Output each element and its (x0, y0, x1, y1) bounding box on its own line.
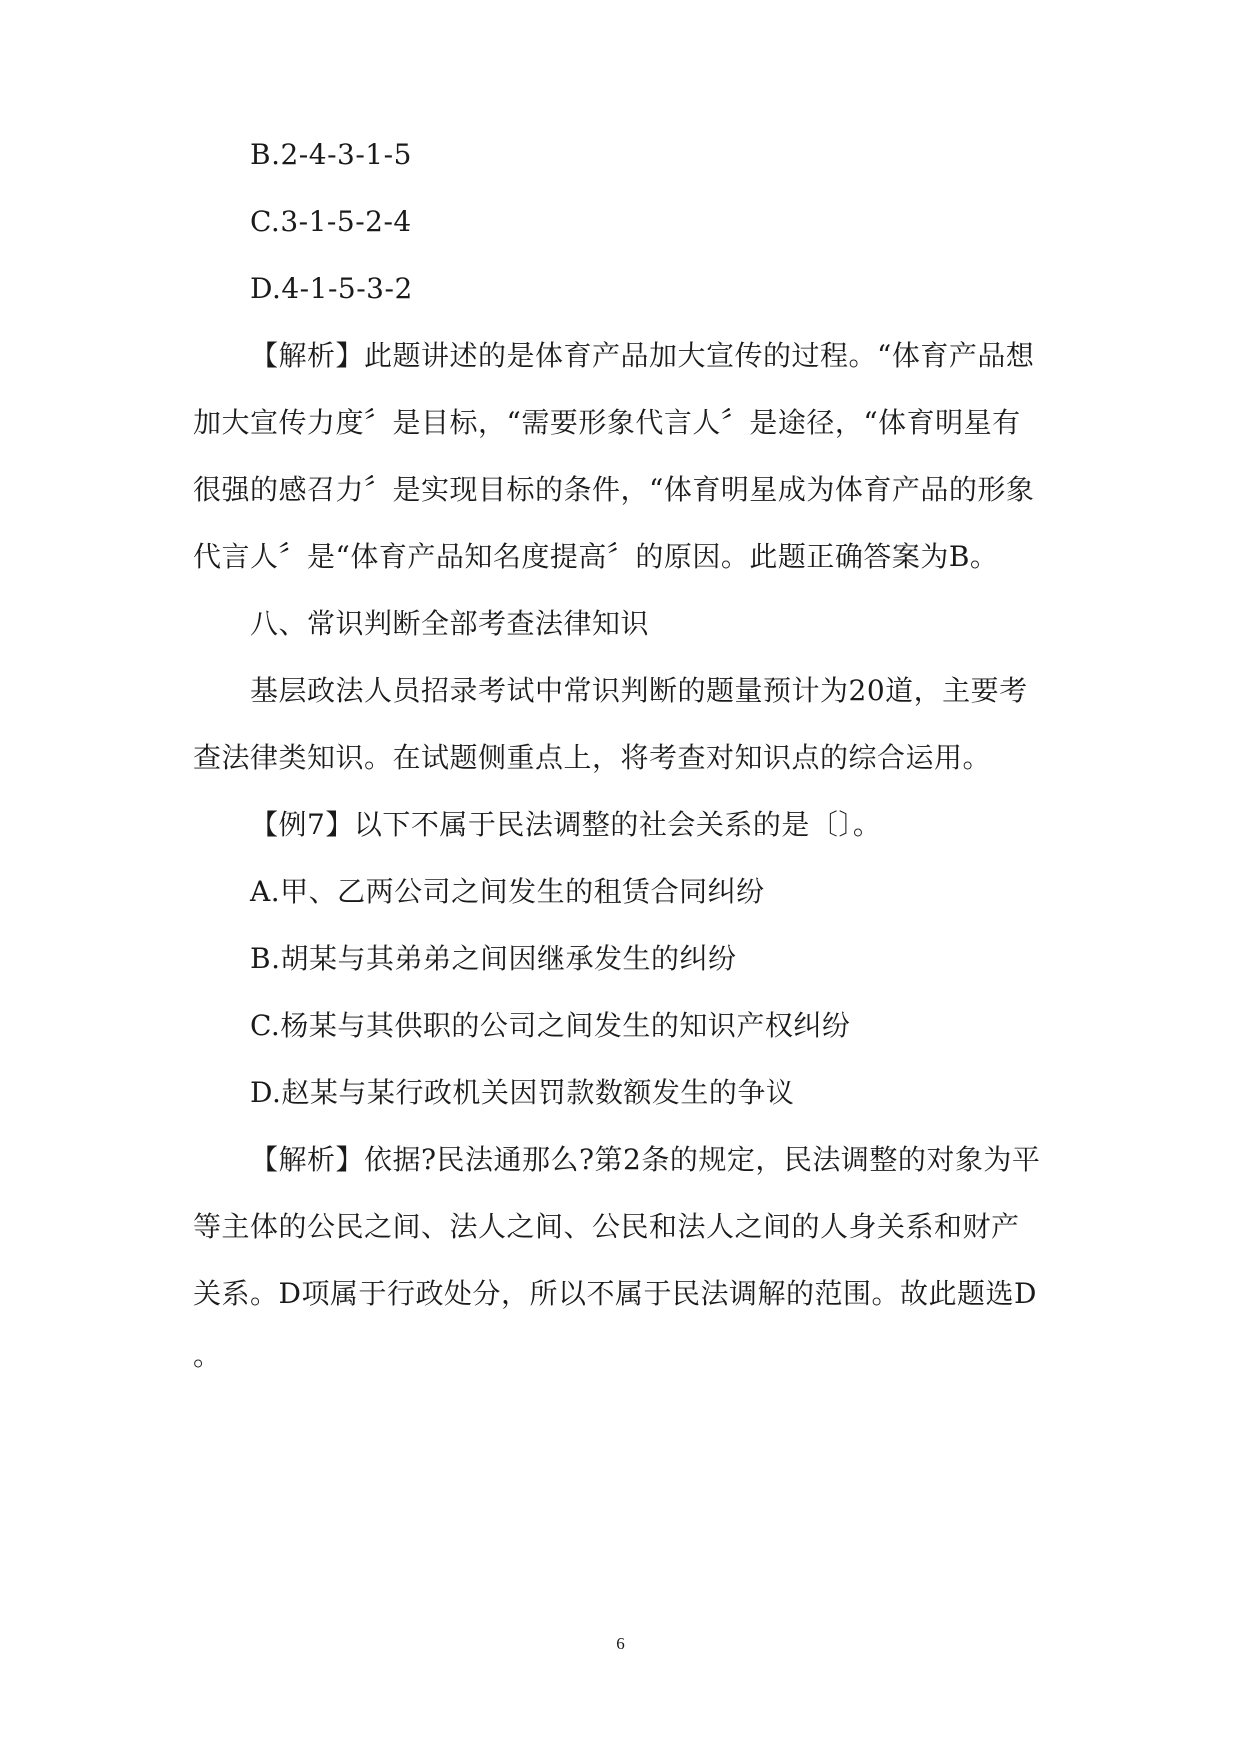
example-question: 【例7】以下不属于民法调整的社会关系的是〔〕。 (250, 808, 882, 841)
example-option-d: D.赵某与某行政机关因罚款数额发生的争议 (250, 1076, 795, 1109)
option-d-prev: D.4-1-5-3-2 (250, 272, 413, 305)
analysis1-line-3: 很强的感召力〞是实现目标的条件，“体育明星成为体育产品的形象 (193, 473, 1035, 506)
example-option-c: C.杨某与其供职的公司之间发生的知识产权纠纷 (250, 1009, 851, 1042)
analysis2-line-3: 关系。D项属于行政处分，所以不属于民法调解的范围。故此题选D (193, 1277, 1037, 1310)
analysis2-line-2: 等主体的公民之间、法人之间、公民和法人之间的人身关系和财产 (193, 1210, 1020, 1243)
example-option-b: B.胡某与其弟弟之间因继承发生的纠纷 (250, 942, 737, 975)
page-number: 6 (616, 1634, 625, 1653)
analysis1-line-2: 加大宣传力度〞是目标，“需要形象代言人〞是途径，“体育明星有 (193, 406, 1021, 439)
section-paragraph-line-2: 查法律类知识。在试题侧重点上，将考查对知识点的综合运用。 (193, 741, 992, 774)
analysis2-line-4: 。 (193, 1339, 222, 1372)
analysis1-line-4: 代言人〞是“体育产品知名度提高〞的原因。此题正确答案为B。 (193, 540, 999, 573)
analysis1-line-1: 【解析】此题讲述的是体育产品加大宣传的过程。“体育产品想 (250, 339, 1035, 372)
option-b-prev: B.2-4-3-1-5 (250, 138, 412, 171)
section-heading: 八、常识判断全部考查法律知识 (250, 607, 650, 640)
example-option-a: A.甲、乙两公司之间发生的租赁合同纠纷 (250, 875, 765, 908)
analysis2-line-1: 【解析】依据?民法通那么?第2条的规定，民法调整的对象为平 (250, 1143, 1041, 1176)
option-c-prev: C.3-1-5-2-4 (250, 205, 412, 238)
section-paragraph-line-1: 基层政法人员招录考试中常识判断的题量预计为20道，主要考 (250, 674, 1028, 707)
